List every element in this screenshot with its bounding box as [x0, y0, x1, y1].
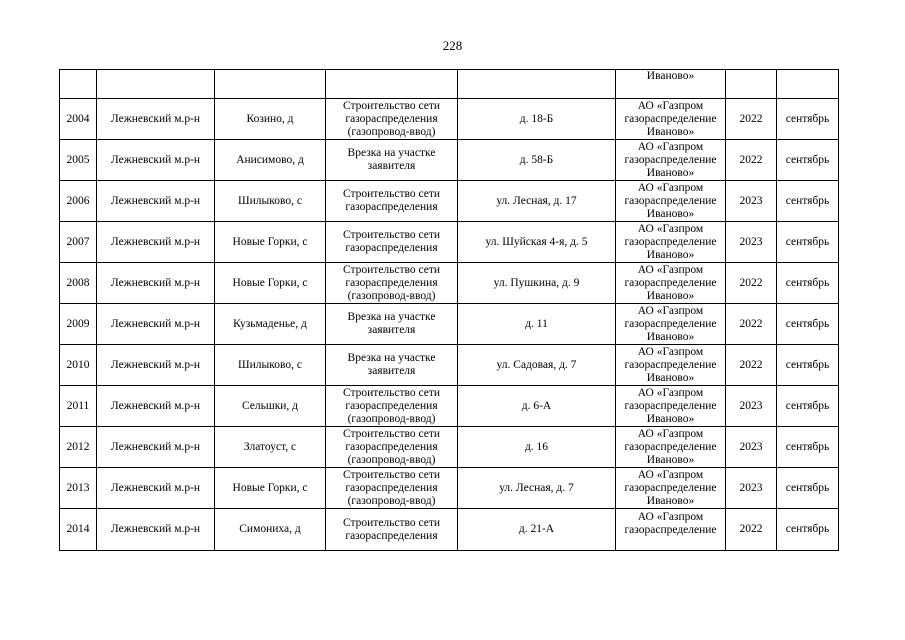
cell-work: Строительство сети газораспределения — [326, 181, 458, 222]
cell-num: 2008 — [60, 263, 97, 304]
org-line: АО «Газпром — [637, 345, 704, 358]
org-line: Иваново» — [646, 166, 695, 179]
table-row — [60, 99, 839, 140]
org-line: газораспределение — [624, 235, 717, 248]
cell-year: 2022 — [726, 345, 777, 386]
org-line: Иваново» — [646, 125, 695, 138]
org-line: газораспределение — [624, 112, 717, 125]
cell-year: 2022 — [726, 263, 777, 304]
table-row-carryover — [60, 70, 839, 99]
cell-address: ул. Пушкина, д. 9 — [458, 263, 616, 304]
cell-year: 2023 — [726, 386, 777, 427]
cell-month: сентябрь — [777, 304, 839, 345]
cell-locality: Кузьмаденье, д — [215, 304, 326, 345]
cell-month: сентябрь — [777, 222, 839, 263]
cell-work: Врезка на участке заявителя — [326, 304, 458, 345]
cell-district: Лежневский м.р-н — [97, 509, 215, 551]
org-line: Иваново» — [646, 453, 695, 466]
cell-locality: Шилыково, с — [215, 181, 326, 222]
cell-org — [616, 140, 726, 181]
cell-month: сентябрь — [777, 181, 839, 222]
cell-work: Врезка на участке заявителя — [326, 345, 458, 386]
cell-work: Строительство сети газораспределения (газопровод-ввод) — [326, 468, 458, 509]
table-row — [60, 427, 839, 468]
cell-month — [777, 70, 839, 99]
table-row — [60, 140, 839, 181]
cell-org — [616, 386, 726, 427]
org-line: АО «Газпром — [637, 99, 704, 112]
cell-num: 2007 — [60, 222, 97, 263]
cell-year: 2022 — [726, 304, 777, 345]
cell-org — [616, 304, 726, 345]
cell-org — [616, 222, 726, 263]
table-row — [60, 468, 839, 509]
cell-address: д. 58-Б — [458, 140, 616, 181]
table-row — [60, 222, 839, 263]
table-row — [60, 263, 839, 304]
cell-address: ул. Лесная, д. 7 — [458, 468, 616, 509]
cell-locality: Сельшки, д — [215, 386, 326, 427]
cell-year: 2022 — [726, 509, 777, 551]
cell-num: 2010 — [60, 345, 97, 386]
cell-district: Лежневский м.р-н — [97, 304, 215, 345]
org-line: Иваново» — [646, 412, 695, 425]
org-line: газораспределение — [624, 358, 717, 371]
cell-year: 2022 — [726, 140, 777, 181]
org-line: Иваново» — [646, 289, 695, 302]
cell-num — [60, 70, 97, 99]
org-line: Иваново» — [646, 371, 695, 384]
table-row — [60, 509, 839, 551]
org-line: АО «Газпром — [637, 140, 704, 153]
org-line: АО «Газпром — [637, 181, 704, 194]
cell-year: 2023 — [726, 222, 777, 263]
org-line: газораспределение — [624, 276, 717, 289]
cell-work: Строительство сети газораспределения — [326, 509, 458, 551]
org-line: Иваново» — [646, 494, 695, 507]
org-line: АО «Газпром — [637, 468, 704, 481]
cell-district: Лежневский м.р-н — [97, 99, 215, 140]
cell-work: Строительство сети газораспределения (газопровод-ввод) — [326, 427, 458, 468]
cell-address: д. 16 — [458, 427, 616, 468]
cell-org — [616, 263, 726, 304]
cell-num: 2006 — [60, 181, 97, 222]
org-line: газораспределение — [624, 317, 717, 330]
table-row — [60, 181, 839, 222]
cell-district: Лежневский м.р-н — [97, 345, 215, 386]
cell-work: Врезка на участке заявителя — [326, 140, 458, 181]
cell-district: Лежневский м.р-н — [97, 427, 215, 468]
cell-num: 2004 — [60, 99, 97, 140]
cell-num: 2014 — [60, 509, 97, 551]
cell-year: 2023 — [726, 468, 777, 509]
cell-address: д. 18-Б — [458, 99, 616, 140]
cell-address: ул. Шуйская 4-я, д. 5 — [458, 222, 616, 263]
cell-district: Лежневский м.р-н — [97, 386, 215, 427]
org-line: газораспределение — [624, 194, 717, 207]
org-line: газораспределение — [624, 481, 717, 494]
cell-district — [97, 70, 215, 99]
cell-locality: Новые Горки, с — [215, 468, 326, 509]
cell-month: сентябрь — [777, 99, 839, 140]
table-body — [60, 70, 839, 551]
cell-org — [616, 509, 726, 551]
cell-month: сентябрь — [777, 140, 839, 181]
org-line: Иваново» — [646, 330, 695, 343]
cell-org — [616, 427, 726, 468]
cell-address: д. 6-А — [458, 386, 616, 427]
cell-org: Иваново» — [616, 70, 726, 99]
cell-work: Строительство сети газораспределения (газопровод-ввод) — [326, 386, 458, 427]
cell-num: 2012 — [60, 427, 97, 468]
cell-address: д. 11 — [458, 304, 616, 345]
cell-district: Лежневский м.р-н — [97, 140, 215, 181]
org-line: АО «Газпром — [637, 386, 704, 399]
cell-district: Лежневский м.р-н — [97, 222, 215, 263]
table-row — [60, 345, 839, 386]
cell-address — [458, 70, 616, 99]
org-line: АО «Газпром — [637, 263, 704, 276]
table-row — [60, 386, 839, 427]
cell-year: 2023 — [726, 181, 777, 222]
org-line: АО «Газпром — [637, 427, 704, 440]
cell-year: 2023 — [726, 427, 777, 468]
cell-org — [616, 181, 726, 222]
gas-connection-table — [59, 69, 839, 551]
cell-address: ул. Садовая, д. 7 — [458, 345, 616, 386]
org-line: АО «Газпром — [637, 222, 704, 235]
cell-month: сентябрь — [777, 509, 839, 551]
cell-num: 2005 — [60, 140, 97, 181]
org-line: АО «Газпром — [637, 511, 704, 523]
cell-num: 2013 — [60, 468, 97, 509]
cell-locality: Новые Горки, с — [215, 222, 326, 263]
cell-org — [616, 99, 726, 140]
cell-month: сентябрь — [777, 345, 839, 386]
cell-month: сентябрь — [777, 468, 839, 509]
cell-address: ул. Лесная, д. 17 — [458, 181, 616, 222]
org-line: Иваново» — [646, 248, 695, 261]
cell-year: 2022 — [726, 99, 777, 140]
cell-work — [326, 70, 458, 99]
cell-district: Лежневский м.р-н — [97, 263, 215, 304]
cell-month: сентябрь — [777, 386, 839, 427]
cell-locality: Златоуст, с — [215, 427, 326, 468]
org-line: газораспределение — [624, 524, 717, 536]
cell-locality: Новые Горки, с — [215, 263, 326, 304]
page-number: 228 — [442, 38, 463, 53]
org-line: газораспределение — [624, 440, 717, 453]
org-line: газораспределение — [624, 399, 717, 412]
cell-district: Лежневский м.р-н — [97, 468, 215, 509]
org-line: АО «Газпром — [637, 304, 704, 317]
cell-locality: Шилыково, с — [215, 345, 326, 386]
cell-work: Строительство сети газораспределения (газопровод-ввод) — [326, 263, 458, 304]
cell-work: Строительство сети газораспределения (газопровод-ввод) — [326, 99, 458, 140]
cell-work: Строительство сети газораспределения — [326, 222, 458, 263]
cell-org — [616, 468, 726, 509]
cell-org — [616, 345, 726, 386]
org-line: газораспределение — [624, 153, 717, 166]
cell-month: сентябрь — [777, 263, 839, 304]
cell-locality: Симониха, д — [215, 509, 326, 551]
cell-locality — [215, 70, 326, 99]
cell-num: 2011 — [60, 386, 97, 427]
table-row — [60, 304, 839, 345]
org-line: Иваново» — [646, 207, 695, 220]
cell-num: 2009 — [60, 304, 97, 345]
cell-address: д. 21-А — [458, 509, 616, 551]
cell-month: сентябрь — [777, 427, 839, 468]
cell-locality: Козино, д — [215, 99, 326, 140]
cell-year — [726, 70, 777, 99]
cell-district: Лежневский м.р-н — [97, 181, 215, 222]
cell-locality: Анисимово, д — [215, 140, 326, 181]
